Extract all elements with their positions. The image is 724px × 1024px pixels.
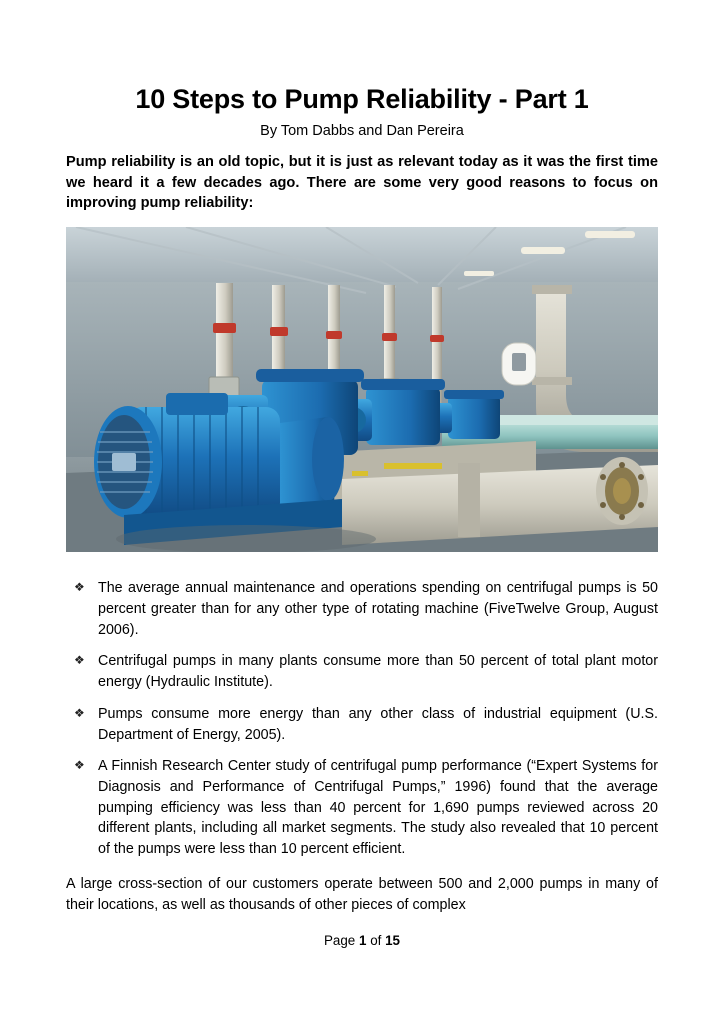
list-item-text: The average annual maintenance and operations spending on centrifugal pumps is 50 percent greater than for any other type of rotating machine (FiveTwelve Group, August 2006). (98, 580, 658, 638)
byline: By Tom Dabbs and Dan Pereira (260, 123, 464, 140)
footer-total-pages: 15 (385, 933, 400, 948)
list-item (66, 704, 658, 745)
list-item (66, 651, 658, 692)
list-item (66, 578, 658, 640)
footer-prefix: Page (323, 933, 356, 948)
page-footer (0, 933, 724, 948)
list-item-text: Pumps consume more energy than any other class of industrial equipment (U.S. Department of Energy, 2005). (98, 705, 658, 743)
page-title: 10 Steps to Pump Reliability - Part 1 (135, 84, 589, 114)
footer-middle: of (370, 933, 382, 948)
list-item-text: A Finnish Research Center study of centrifugal pump performance (“Expert Systems for Diagnosis and Performance of Centrifugal Pumps,” 1996) found that the average pumping efficiency was less than 40 percent for 1,690 pumps reviewed across 20 different plants, including all market segments. The study also revealed that 10 percent of the pumps were less than 10 percent efficient. (98, 758, 658, 858)
lede-paragraph: Pump reliability is an old topic, but it is just as relevant today as it was the first time we heard it a few decades ago. There are some very good reasons to focus on improving pump reliability: (66, 154, 658, 212)
reasons-list (66, 578, 658, 860)
list-item-text: Centrifugal pumps in many plants consume more than 50 percent of total plant motor energy (Hydraulic Institute). (98, 653, 658, 691)
bullet-marker-icon: ❖ (74, 758, 85, 773)
bullet-marker-icon: ❖ (74, 653, 85, 668)
bullet-marker-icon: ❖ (74, 705, 85, 720)
pump-room-illustration (66, 227, 658, 552)
pump-room-photo (66, 227, 658, 552)
bullet-marker-icon: ❖ (74, 580, 85, 595)
list-item (66, 756, 658, 860)
footer-page-number: 1 (359, 933, 367, 948)
closing-paragraph: A large cross-section of our customers operate between 500 and 2,000 pumps in many of their locations, as well as thousands of other pieces of complex (66, 875, 658, 913)
